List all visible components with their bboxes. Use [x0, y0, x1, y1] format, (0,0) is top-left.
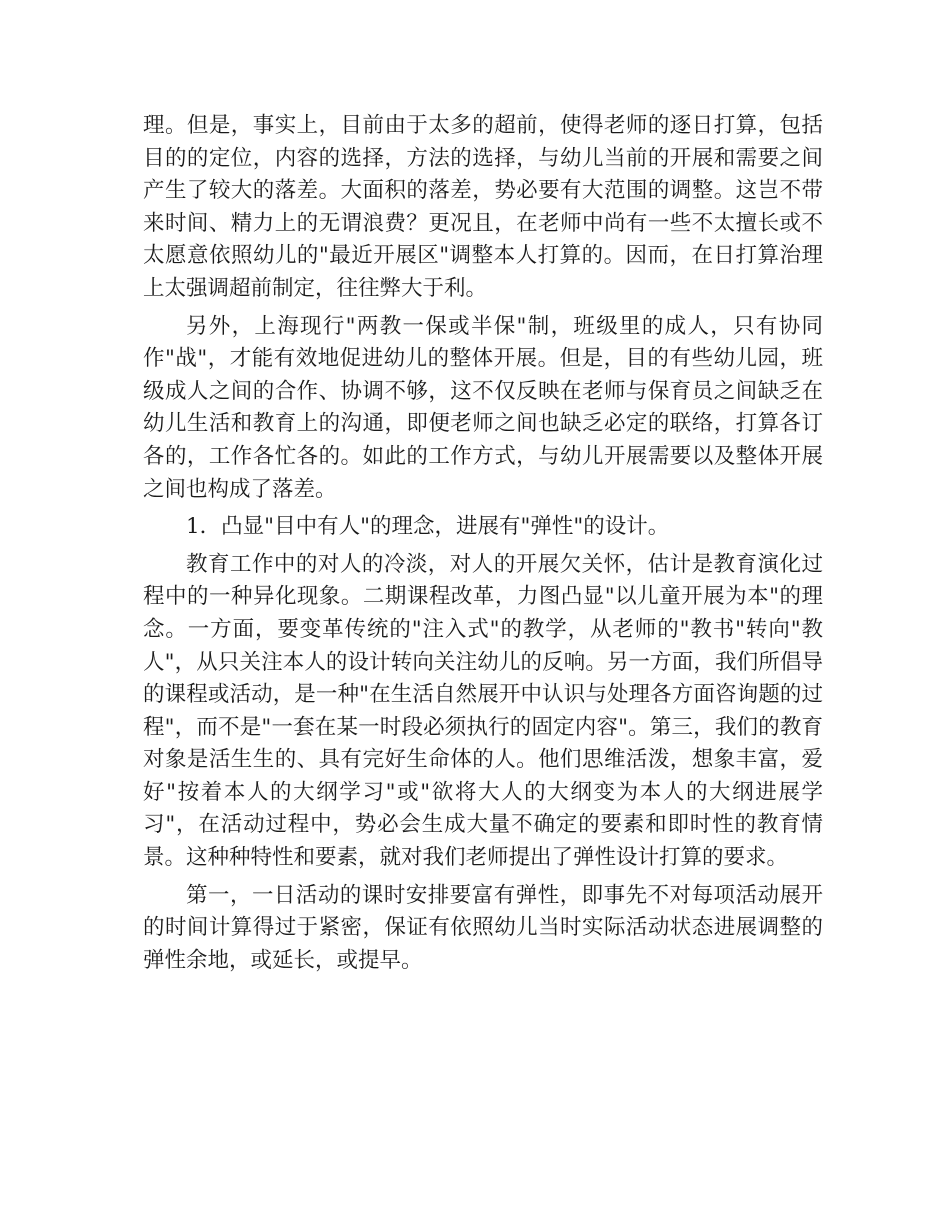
- paragraph-education-concept: 教育工作中的对人的冷淡，对人的开展欠关怀，估计是教育演化过程中的一种异化现象。二期课程改革，力图凸显"以儿童开展为本"的理念。一方面，要变革传统的"注入式"的教学，从老师的"教书"转向"教人"，从只关注本人的设计转向关注幼儿的反响。另一方面，我们所倡导的课程或活动，是一种"在生活自然展开中认识与处理各方面咨询题的过程"，而不是"一套在某一时段必须执行的固定内容"。第三，我们的教育对象是活生生的、具有完好生命体的人。他们思维活泼，想象丰富，爱好"按着本人的大纲学习"或"欲将大人的大纲变为本人的大纲进展学习"，在活动过程中，势必会生成大量不确定的要素和即时性的教育情景。这种种特性和要素，就对我们老师提出了弹性设计打算的要求。: [143, 551, 823, 871]
- document-body: [143, 110, 823, 982]
- paragraph-first-point: 第一，一日活动的课时安排要富有弹性，即事先不对每项活动展开的时间计算得过于紧密，保证有依照幼儿当时实际活动状态进展调整的弹性余地，或延长，或提早。: [143, 882, 823, 973]
- paragraph-collaboration: 另外，上海现行"两教一保或半保"制，班级里的成人，只有协同作"战"，才能有效地促进幼儿的整体开展。但是，目的有些幼儿园，班级成人之间的合作、协调不够，这不仅反映在老师与保育员之间缺乏在幼儿生活和教育上的沟通，即便老师之间也缺乏必定的联络，打算各订各的，工作各忙各的。如此的工作方式，与幼儿开展需要以及整体开展之间也构成了落差。: [143, 313, 823, 502]
- section-heading-1: 1．凸显"目中有人"的理念，进展有"弹性"的设计。: [186, 514, 670, 540]
- paragraph-continuation: 理。但是，事实上，目前由于太多的超前，使得老师的逐日打算，包括目的的定位，内容的选择，方法的选择，与幼儿当前的开展和需要之间产生了较大的落差。大面积的落差，势必要有大范围的调整。这岂不带来时间、精力上的无谓浪费？更况且，在老师中尚有一些不太擅长或不太愿意依照幼儿的"最近开展区"调整本人打算的。因而，在日打算治理上太强调超前制定，往往弊大于利。: [143, 113, 823, 301]
